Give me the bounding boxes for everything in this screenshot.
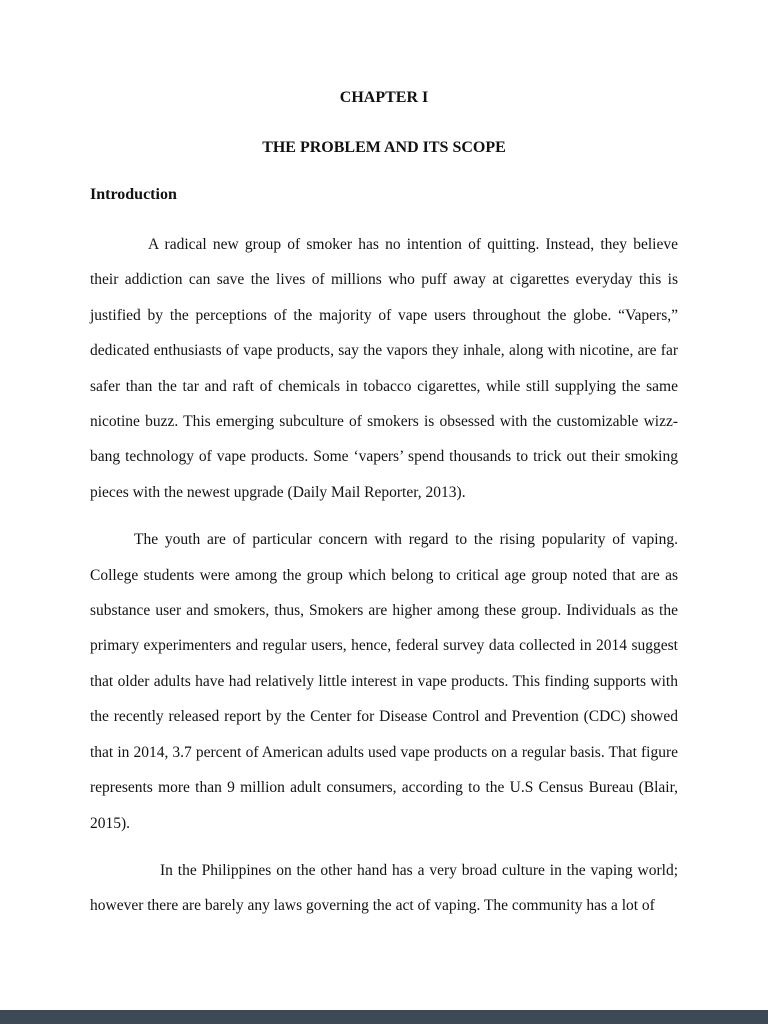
paragraph-1: A radical new group of smoker has no intention of quitting. Instead, they believe their addiction can save the lives of millions who puff away at cigarettes everyday this is justified by the perceptions of the majority of vape users throughout the globe. “Vapers,” dedicated enthusiasts of vape products, say the vapors they inhale, along with nicotine, are far safer than the tar and raft of chemicals in tobacco cigarettes, while still supplying the same nicotine buzz. This emerging subculture of smokers is obsessed with the customizable wizz-bang technology of vape products. Some ‘vapers’ spend thousands to trick out their smoking pieces with the newest upgrade (Daily Mail Reporter, 2013). <box>90 236 678 501</box>
paragraph-3: In the Philippines on the other hand has a very broad culture in the vaping world; however there are barely any laws governing the act of vaping. The community has a lot of <box>90 861 678 915</box>
chapter-title: CHAPTER I <box>339 89 429 106</box>
paragraph-2: The youth are of particular concern with regard to the rising popularity of vaping. College students were among the group which belong to critical age group noted that are as substance user and smokers, thus, Smokers are higher among these group. Individuals as the primary experimenters and regular users, hence, federal survey data collected in 2014 suggest that older adults have had relatively little interest in vape products. This finding supports with the recently released report by the Center for Disease Control and Prevention (CDC) showed that in 2014, 3.7 percent of American adults used vape products on a regular basis. That figure represents more than 9 million adult consumers, according to the U.S Census Bureau (Blair, 2015). <box>90 531 678 832</box>
section-heading-introduction: Introduction <box>90 186 177 203</box>
viewer-bottom-bar <box>0 1010 768 1024</box>
chapter-subtitle: THE PROBLEM AND ITS SCOPE <box>262 139 506 156</box>
